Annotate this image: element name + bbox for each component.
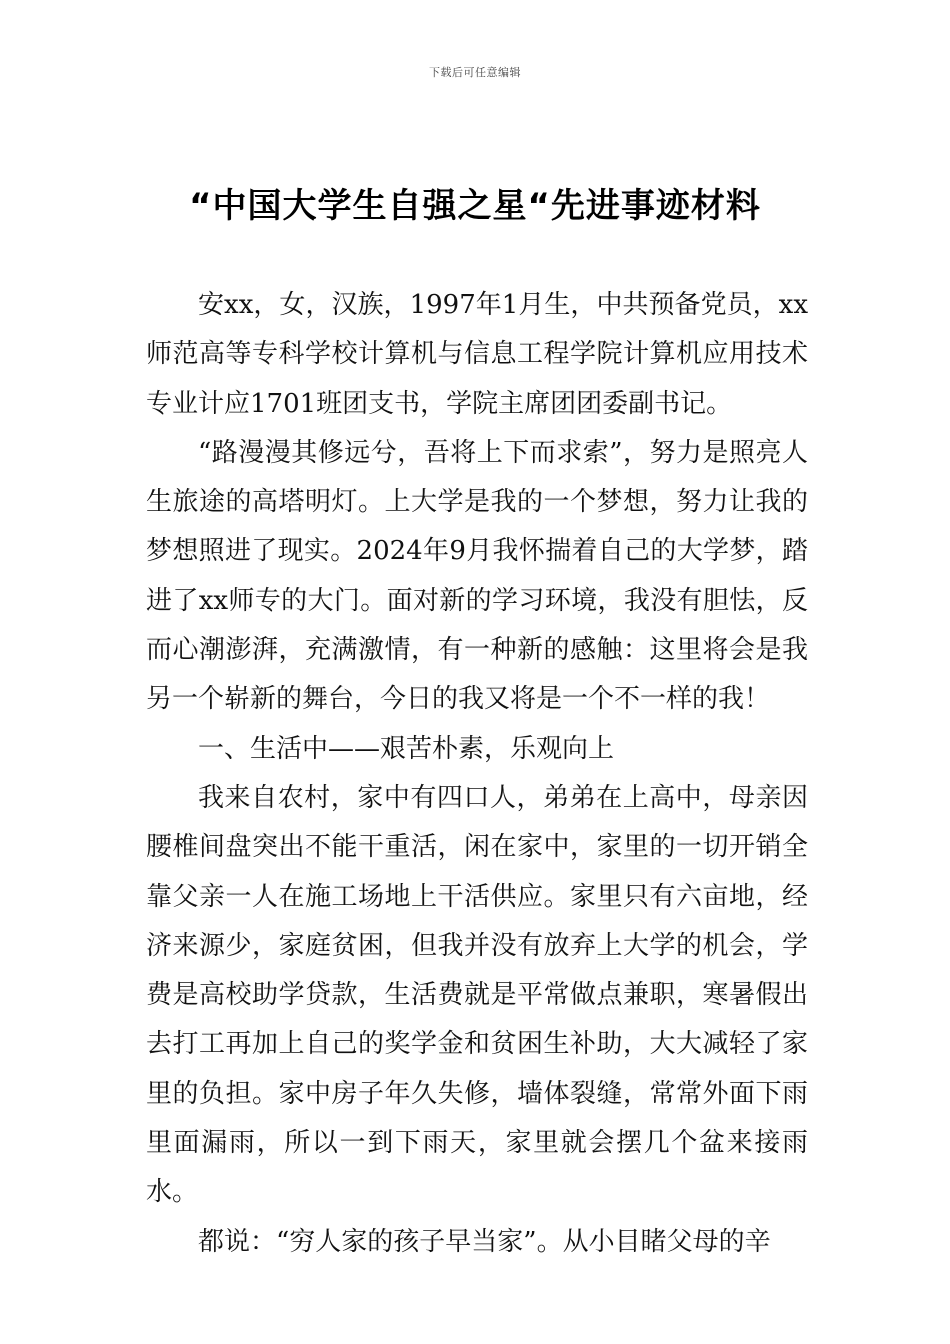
paragraph-saying: 都说：“穷人家的孩子早当家”。从小目睹父母的辛 — [198, 1226, 771, 1257]
paragraph-intro: 安xx，女，汉族，1997年1月生，中共预备党员，xx师范高等专科学校计算机与信息工程学院计算机应用技术专业计应1701班团支书，学院主席团团委副书记。 — [146, 290, 808, 419]
paragraph-family: 我来自农村，家中有四口人，弟弟在上高中，母亲因腰椎间盘突出不能干重活，闲在家中，家里的一切开销全靠父亲一人在施工场地上干活供应。家里只有六亩地，经济来源少，家庭贫困，但我并没有放弃上大学的机会，学费是高校助学贷款，生活费就是平常做点兼职，寒暑假出去打工再加上自己的奖学金和贫困生补助，大大减轻了家里的负担。家中房子年久失修，墙体裂缝，常常外面下雨里面漏雨，所以一到下雨天，家里就会摆几个盆来接雨水。 — [146, 782, 808, 1208]
section-heading-life: 一、生活中——艰苦朴素，乐观向上 — [198, 733, 615, 764]
document-title: “中国大学生自强之星“先进事迹材料 — [189, 186, 761, 226]
header-note: 下载后可任意编辑 — [429, 66, 521, 79]
paragraph-aspiration: “路漫漫其修远兮，吾将上下而求索”，努力是照亮人生旅途的高塔明灯。上大学是我的一个梦想，努力让我的梦想照进了现实。2024年9月我怀揣着自己的大学梦，踏进了xx师专的大门。面对新的学习环境，我没有胆怯，反而心潮澎湃，充满激情，有一种新的感触：这里将会是我另一个崭新的舞台，今日的我又将是一个不一样的我！ — [146, 437, 808, 715]
document-body — [146, 281, 808, 1267]
